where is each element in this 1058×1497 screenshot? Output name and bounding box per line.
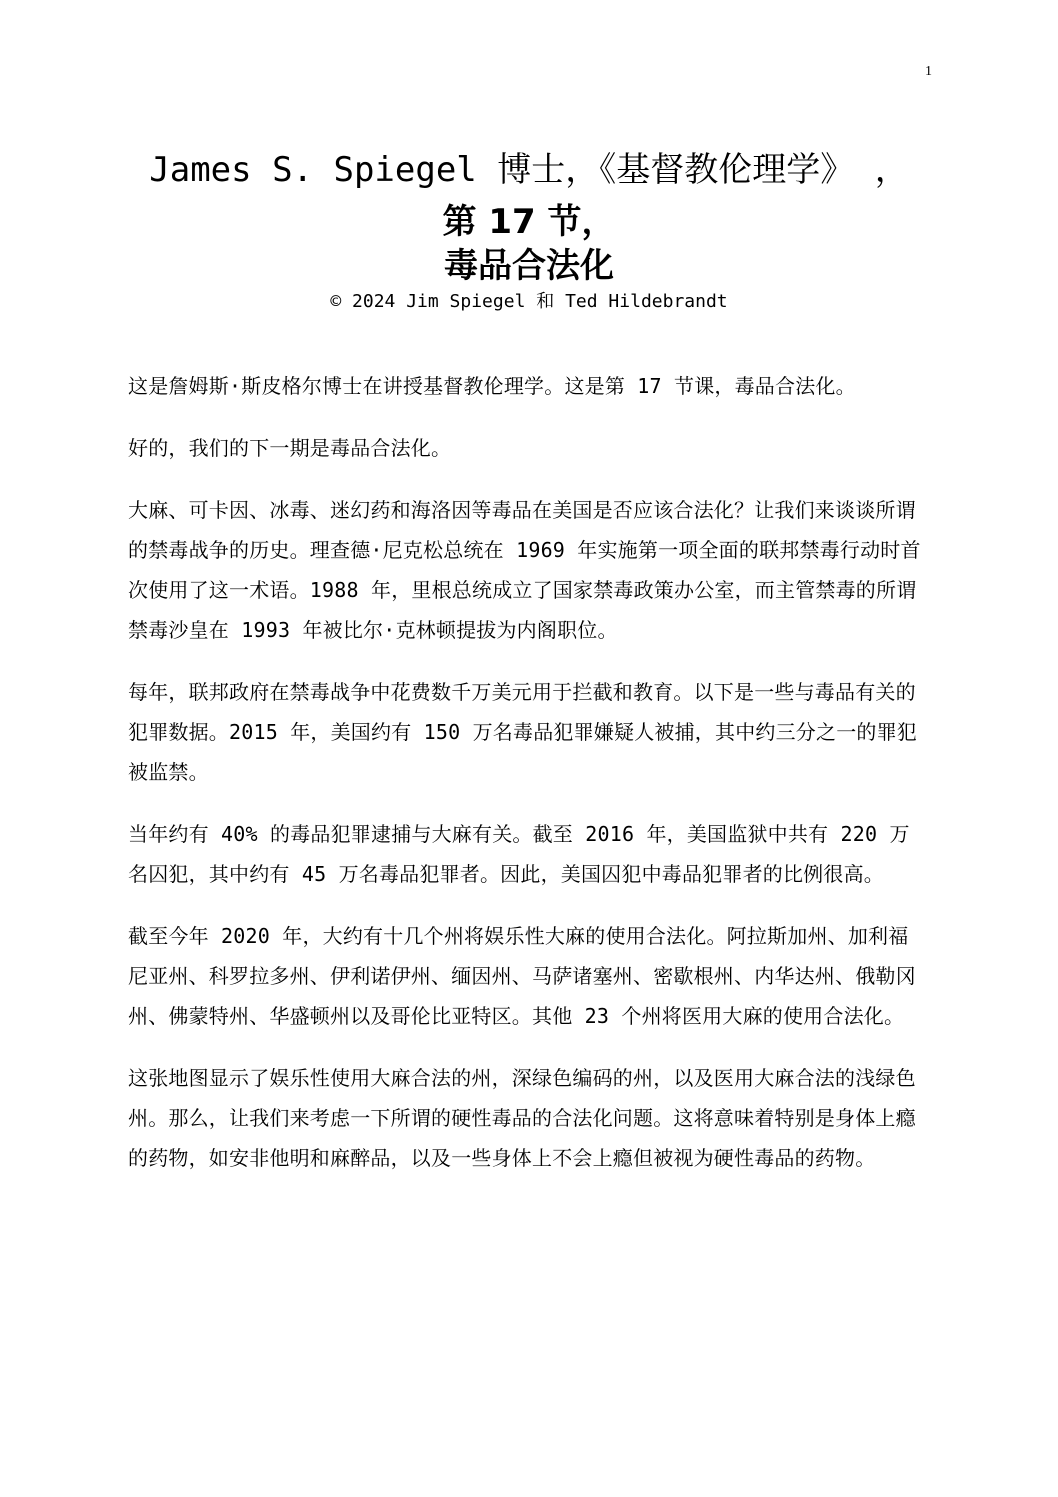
title-block bbox=[100, 140, 958, 314]
paragraph-4: 每年，联邦政府在禁毒战争中花费数千万美元用于拦截和教育。以下是一些与毒品有关的犯罪数据。2015 年，美国约有 150 万名毒品犯罪嫌疑人被捕，其中约三分之一的罪犯被监禁。 bbox=[128, 680, 918, 784]
paragraph-1: 这是詹姆斯·斯皮格尔博士在讲授基督教伦理学。这是第 17 节课，毒品合法化。 bbox=[128, 374, 856, 398]
document-body bbox=[128, 366, 928, 1200]
copyright: © 2024 Jim Spiegel 和 Ted Hildebrandt bbox=[330, 291, 728, 312]
paragraph-5: 当年约有 40% 的毒品犯罪逮捕与大麻有关。截至 2016 年，美国监狱中共有 220 万名囚犯，其中约有 45 万名毒品犯罪者。因此，美国囚犯中毒品犯罪者的比例很高。 bbox=[128, 822, 910, 886]
title-line-2: 第 17 节， bbox=[442, 202, 616, 242]
paragraph-6: 截至今年 2020 年，大约有十几个州将娱乐性大麻的使用合法化。阿拉斯加州、加利福尼亚州、科罗拉多州、伊利诺伊州、缅因州、马萨诸塞州、密歇根州、内华达州、俄勒冈州、佛蒙特州、华盛顿州以及哥伦比亚特区。其他 23 个州将医用大麻的使用合法化。 bbox=[128, 924, 916, 1028]
title-line-3: 毒品合法化 bbox=[444, 246, 614, 286]
paragraph-7: 这张地图显示了娱乐性使用大麻合法的州，深绿色编码的州，以及医用大麻合法的浅绿色州。那么，让我们来考虑一下所谓的硬性毒品的合法化问题。这将意味着特别是身体上瘾的药物，如安非他明和麻醉品，以及一些身体上不会上瘾但被视为硬性毒品的药物。 bbox=[128, 1066, 916, 1170]
paragraph-2: 好的，我们的下一期是毒品合法化。 bbox=[128, 436, 452, 460]
paragraph-3: 大麻、可卡因、冰毒、迷幻药和海洛因等毒品在美国是否应该合法化？让我们来谈谈所谓的禁毒战争的历史。理查德·尼克松总统在 1969 年实施第一项全面的联邦禁毒行动时首次使用了这一术语。1988 年，里根总统成立了国家禁毒政策办公室，而主管禁毒的所谓禁毒沙皇在 1993 年被比尔·克林顿提拔为内阁职位。 bbox=[128, 498, 921, 642]
page-number: 1 bbox=[925, 64, 932, 79]
title-line-1: James S. Spiegel 博士，《基督教伦理学》 ， bbox=[149, 150, 909, 190]
